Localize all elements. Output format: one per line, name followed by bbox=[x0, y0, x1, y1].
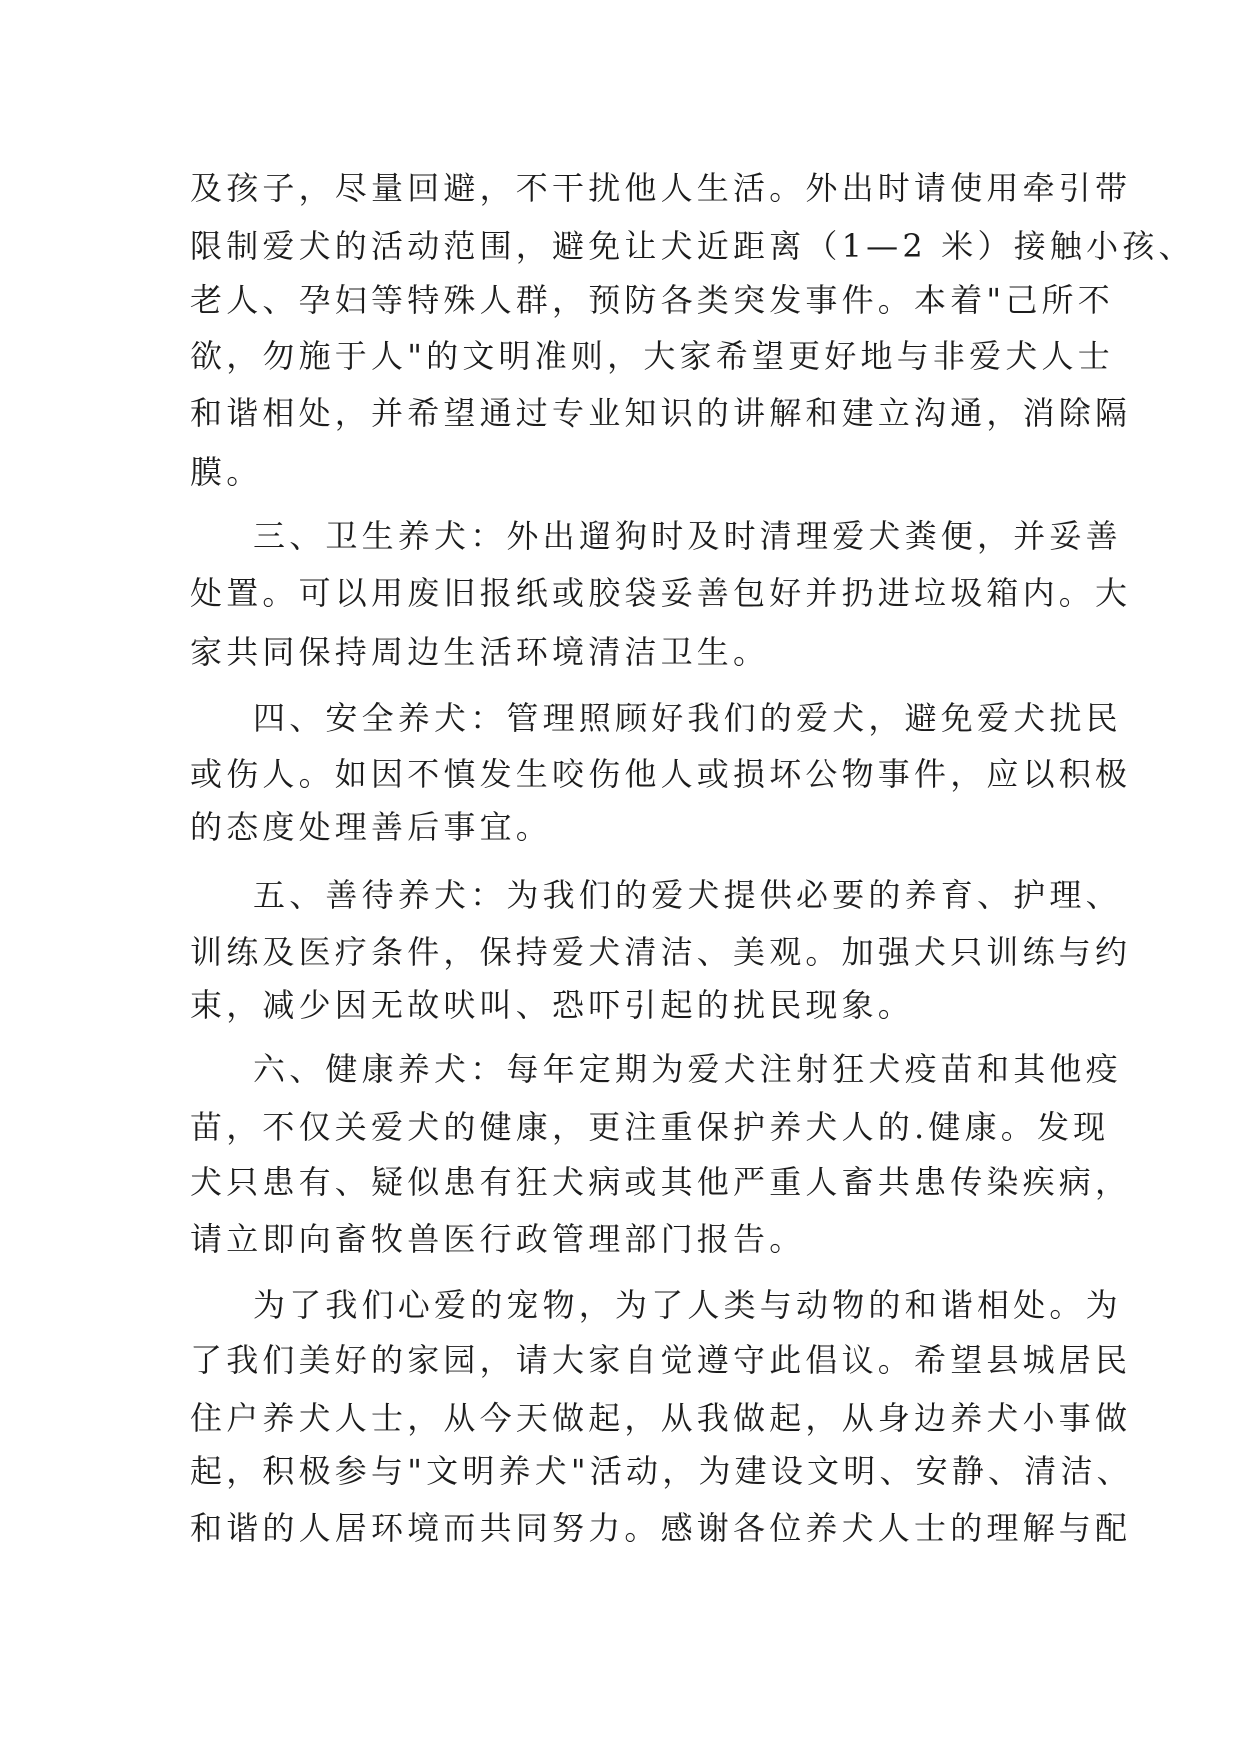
text-line: 处置。可以用废旧报纸或胶袋妥善包好并扔进垃圾箱内。大 bbox=[190, 574, 1132, 612]
text-line: 家共同保持周边生活环境清洁卫生。 bbox=[190, 633, 770, 671]
text-line: 六、健康养犬：每年定期为爱犬注射狂犬疫苗和其他疫 bbox=[253, 1050, 1122, 1088]
text-line: 起，积极参与"文明养犬"活动，为建设文明、安静、清洁、 bbox=[190, 1452, 1133, 1490]
text-line: 为了我们心爱的宠物，为了人类与动物的和谐相处。为 bbox=[253, 1286, 1122, 1324]
text-line: 或伤人。如因不慎发生咬伤他人或损坏公物事件，应以积极 bbox=[190, 755, 1132, 793]
text-line: 和谐的人居环境而共同努力。感谢各位养犬人士的理解与配 bbox=[190, 1509, 1132, 1547]
text-line: 五、善待养犬：为我们的爱犬提供必要的养育、护理、 bbox=[253, 876, 1122, 914]
text-line: 犬只患有、疑似患有狂犬病或其他严重人畜共患传染疾病， bbox=[190, 1163, 1132, 1201]
text-line: 训练及医疗条件，保持爱犬清洁、美观。加强犬只训练与约 bbox=[190, 933, 1132, 971]
text-line: 膜。 bbox=[190, 453, 263, 491]
text-line: 苗，不仅关爱犬的健康，更注重保护养犬人的.健康。发现 bbox=[190, 1108, 1110, 1146]
text-line: 限制爱犬的活动范围，避免让犬近距离（1—2 米）接触小孩、 bbox=[190, 227, 1195, 265]
text-line: 及孩子，尽量回避，不干扰他人生活。外出时请使用牵引带 bbox=[190, 169, 1132, 207]
text-line: 了我们美好的家园，请大家自觉遵守此倡议。希望县城居民 bbox=[190, 1341, 1132, 1379]
text-line: 欲，勿施于人"的文明准则，大家希望更好地与非爱犬人士 bbox=[190, 337, 1114, 375]
text-line: 老人、孕妇等特殊人群，预防各类突发事件。本着"己所不 bbox=[190, 281, 1114, 319]
text-line: 和谐相处，并希望通过专业知识的讲解和建立沟通，消除隔 bbox=[190, 394, 1132, 432]
text-line: 束，减少因无故吠叫、恐吓引起的扰民现象。 bbox=[190, 986, 915, 1024]
text-line: 四、安全养犬：管理照顾好我们的爱犬，避免爱犬扰民 bbox=[253, 699, 1122, 737]
text-line: 请立即向畜牧兽医行政管理部门报告。 bbox=[190, 1220, 806, 1258]
text-line: 三、卫生养犬：外出遛狗时及时清理爱犬粪便，并妥善 bbox=[253, 517, 1122, 555]
text-line: 住户养犬人士，从今天做起，从我做起，从身边养犬小事做 bbox=[190, 1399, 1132, 1437]
text-line: 的态度处理善后事宜。 bbox=[190, 808, 553, 846]
